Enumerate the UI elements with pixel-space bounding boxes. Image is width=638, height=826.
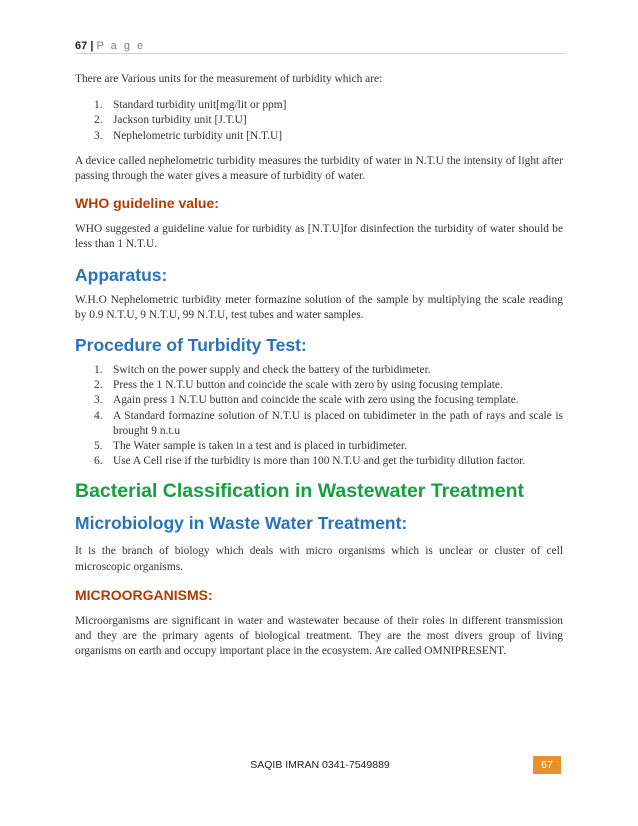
list-item <box>75 129 563 144</box>
header-separator: | <box>90 40 94 52</box>
microbiology-heading: Microbiology in Waste Water Treatment: <box>75 513 408 534</box>
list-text: Again press 1 N.T.U button and coincide the scale with zero using the focusing template. <box>113 394 519 407</box>
page-body <box>75 72 563 659</box>
who-paragraph: WHO suggested a guideline value for turbidity as [N.T.U]for disinfection the turbidity of water should be less than 1 N.T.U. <box>75 223 563 251</box>
list-number: 2. <box>94 379 103 392</box>
list-number: 1. <box>94 99 103 112</box>
list-text: Switch on the power supply and check the battery of the turbidimeter. <box>113 364 431 377</box>
apparatus-paragraph: W.H.O Nephelometric turbidity meter formazine solution of the sample by multiplying the scale reading by 0.9 N.T.U, 9 N.T.U, 99 N.T.U, test tubes and water samples. <box>75 293 563 321</box>
list-text: The Water sample is taken in a test and is placed in turbidimeter. <box>113 440 407 453</box>
list-number: 6. <box>94 455 103 468</box>
page-header <box>75 40 565 52</box>
list-item <box>75 98 563 113</box>
footer-author: SAQIB IMRAN 0341-7549889 <box>250 759 390 771</box>
intro-paragraph: There are Various units for the measurement of turbidity which are: <box>75 73 383 85</box>
procedure-steps <box>75 363 563 469</box>
header-page-word: P a g e <box>96 40 146 52</box>
list-number: 2. <box>94 114 103 127</box>
list-number: 1. <box>94 364 103 377</box>
list-item <box>75 363 563 378</box>
list-item <box>75 439 563 454</box>
list-text: Use A Cell rise if the turbidity is more than 100 N.T.U and get the turbidity dilution factor. <box>113 455 526 468</box>
bacterial-heading: Bacterial Classification in Wastewater Treatment <box>75 480 525 503</box>
list-item <box>75 393 563 408</box>
microbiology-paragraph: It is the branch of biology which deals with micro organisms which is unclear or cluster of cell microscopic organisms. <box>75 545 563 573</box>
list-item <box>75 409 563 439</box>
device-paragraph: A device called nephelometric turbidity measures the turbidity of water in N.T.U the intensity of light after passing through the water gives a measure of turbidity of water. <box>75 154 563 183</box>
units-list <box>75 98 563 144</box>
list-number: 3. <box>94 129 103 142</box>
list-text: Jackson turbidity unit [J.T.U] <box>113 114 247 127</box>
microorganisms-heading: MICROORGANISMS: <box>75 586 213 603</box>
procedure-heading: Procedure of Turbidity Test: <box>75 335 307 356</box>
list-item <box>75 378 563 393</box>
list-number: 3. <box>94 394 103 407</box>
who-heading: WHO guideline value: <box>75 195 219 212</box>
page-footer <box>75 757 565 773</box>
microorganisms-paragraph: Microorganisms are significant in water and wastewater because of their roles in different transmission and they are the primary agents of biological treatment. They are the most divers group of living organisms on earth and occupy important place in the ecosystem. Are called OMNIPRESENT. <box>75 614 563 658</box>
list-text: Press the 1 N.T.U button and coincide the scale with zero by using focusing template. <box>113 379 503 392</box>
list-text: Nephelometric turbidity unit [N.T.U] <box>113 129 283 142</box>
list-text: A Standard formazine solution of N.T.U is placed on tubidimeter in the path of rays and scale is brought 9 n.t.u <box>113 409 563 437</box>
list-text: Standard turbidity unit[mg/lit or ppm] <box>113 99 287 112</box>
list-item <box>75 454 563 469</box>
header-rule <box>75 53 565 54</box>
apparatus-heading: Apparatus: <box>75 264 168 285</box>
list-number: 5. <box>94 440 103 453</box>
footer-page-badge: 67 <box>533 756 561 774</box>
header-page-number: 67 <box>75 40 88 52</box>
list-number: 4. <box>94 409 103 422</box>
list-item <box>75 113 563 128</box>
